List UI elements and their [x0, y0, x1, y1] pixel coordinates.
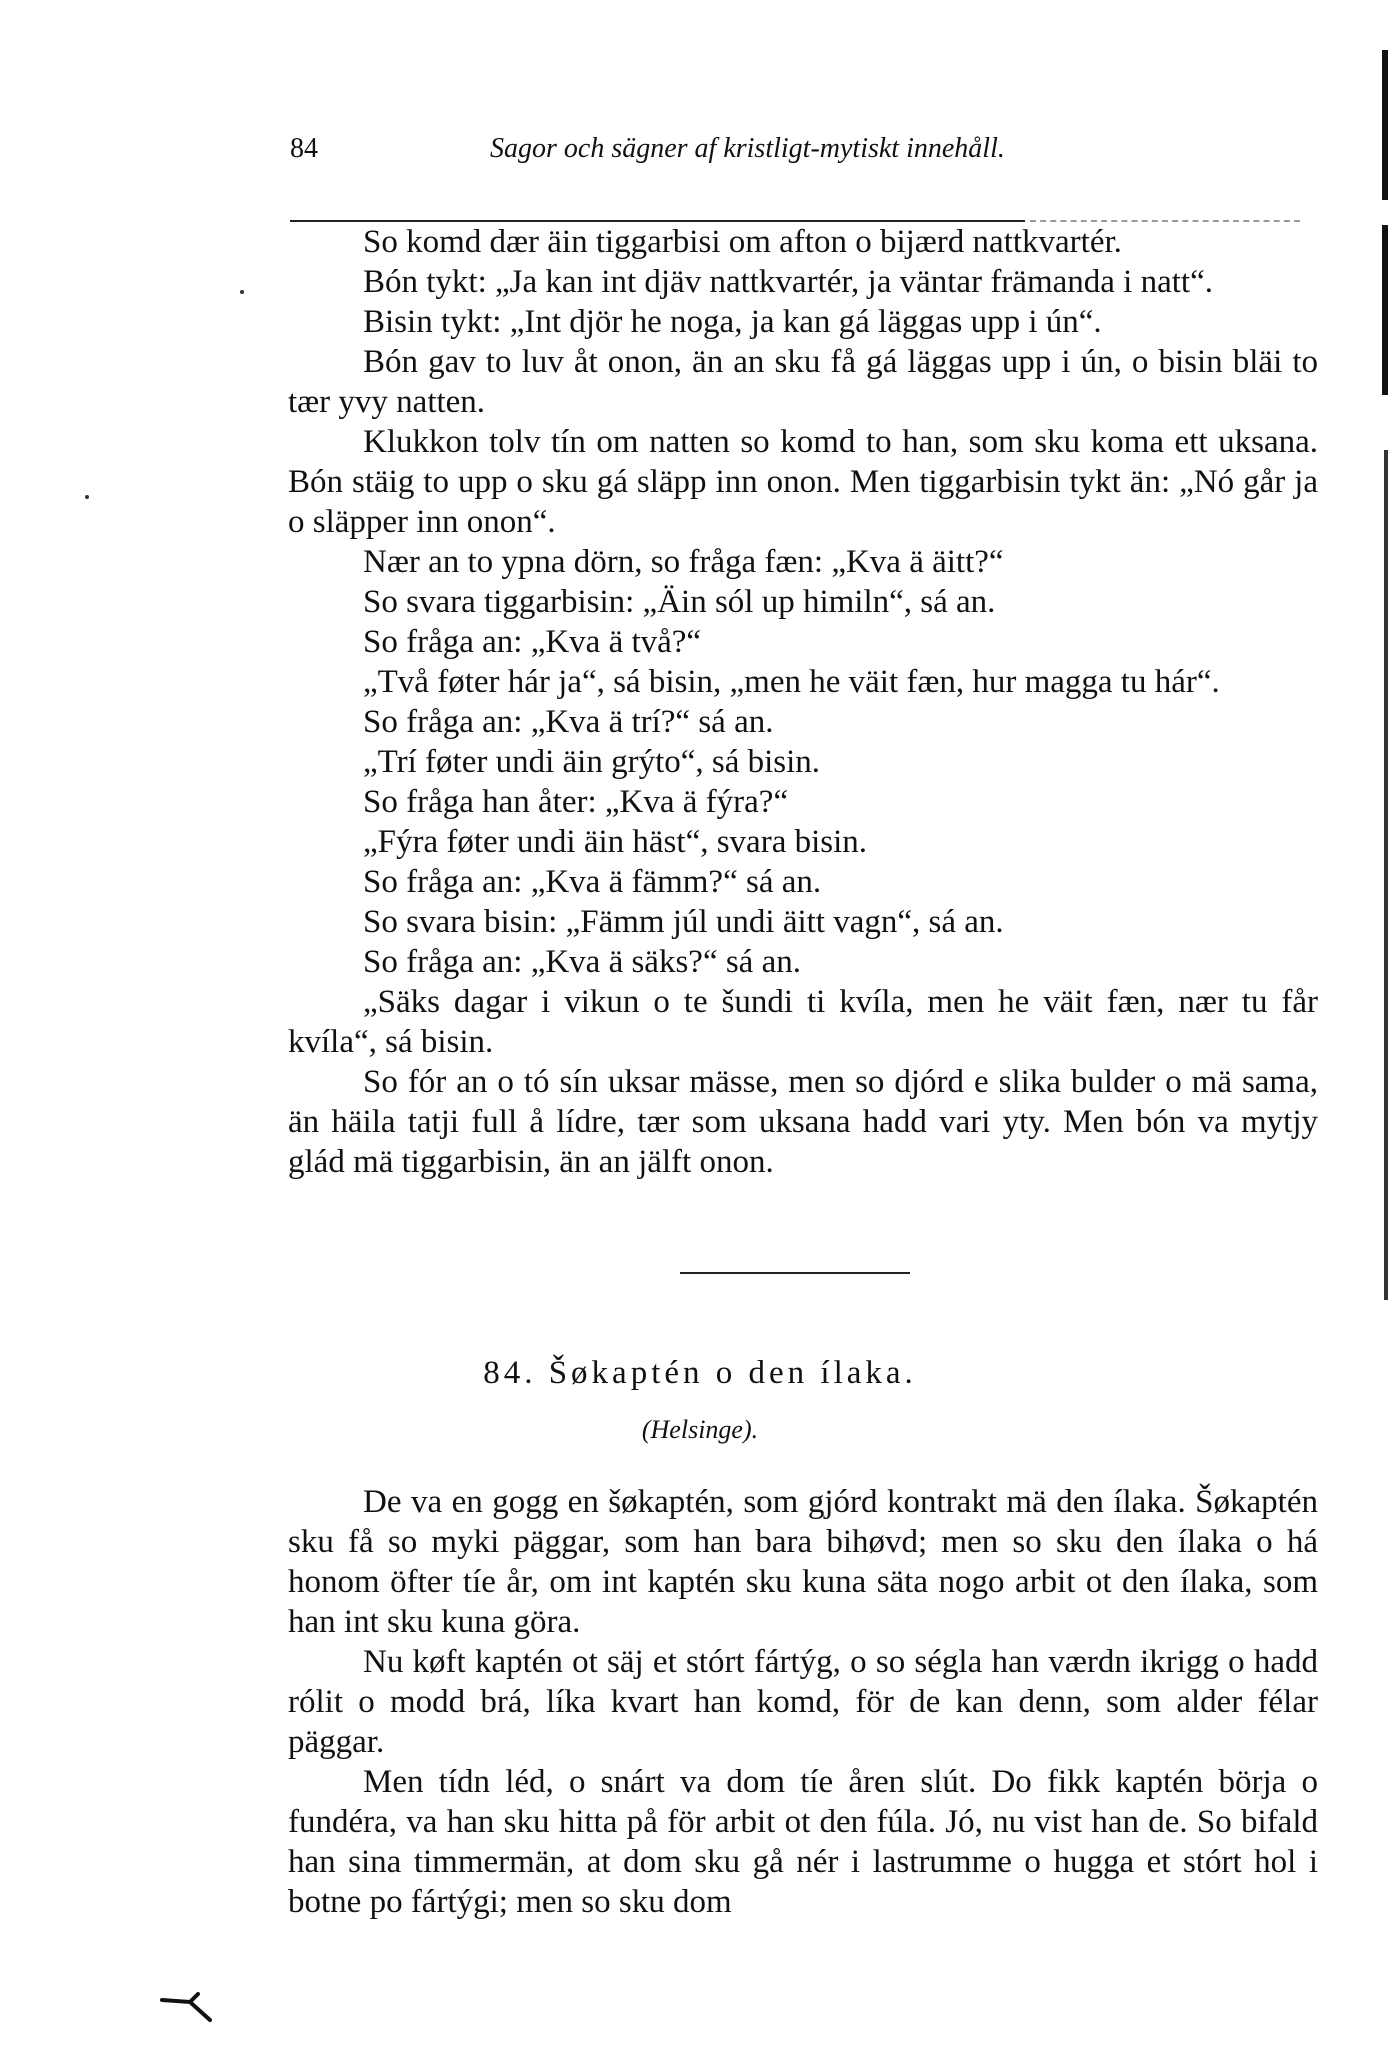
- paragraph: So fråga an: „Kva ä säks?“ sá an.: [363, 944, 801, 980]
- story-83-continuation: [288, 222, 1318, 1182]
- paragraph: „Två føter hár ja“, sá bisin, „men he väit fæn, hur magga tu hár“.: [363, 664, 1220, 700]
- page-number: 84: [290, 133, 318, 164]
- paragraph: Men tídn léd, o snárt va dom tíe åren slút. Do fikk kaptén börja o fundéra, va han sku hitta på för arbit ot den fúla. Jó, nu vist han de. So bifald han sina timmermän, at dom sku gå nér i lastrumme o hugga et stórt hol i botne po fártýgi; men so sku dom: [288, 1764, 1318, 1920]
- scan-edge-mark: [1382, 50, 1388, 200]
- paragraph: So fråga han åter: „Kva ä fýra?“: [363, 784, 789, 820]
- paragraph: Nær an to ypna dörn, so fråga fæn: „Kva ä äitt?“: [363, 544, 1004, 580]
- paragraph: Bón gav to luv åt onon, än an sku få gá läggas upp i ún, o bisin bläi to tær yvy natten.: [288, 344, 1318, 420]
- paragraph: „Fýra føter undi äin häst“, svara bisin.: [363, 824, 868, 860]
- paragraph: So svara tiggarbisin: „Äin sól up himiln“, sá an.: [363, 584, 996, 620]
- story-84-text: [288, 1482, 1318, 1922]
- pen-mark-icon: [160, 1990, 220, 2030]
- paragraph: Bisin tykt: „Int djör he noga, ja kan gá läggas upp i ún“.: [363, 304, 1102, 340]
- paragraph: So fråga an: „Kva ä två?“: [363, 624, 702, 660]
- scan-edge-mark: [1384, 450, 1388, 1300]
- story-title: 84. Šøkaptén o den ílaka.: [483, 1355, 917, 1391]
- page-header: [290, 133, 1315, 173]
- scan-speck: [85, 495, 89, 499]
- paragraph: So fór an o tó sín uksar mässe, men so djórd e slika bulder o mä sama, än häila tatji full å lídre, tær som uksana hadd vari yty. Men bón va mytjy glád mä tiggarbisin, än an jälft onon.: [288, 1064, 1318, 1180]
- running-title: Sagor och sägner af kristligt-mytiskt innehåll.: [490, 133, 1005, 164]
- scan-edge-mark: [1382, 225, 1388, 395]
- paragraph: Nu køft kaptén ot säj et stórt fártýg, o so ségla han værdn ikrigg o hadd rólit o modd brá, líka kvart han komd, för de kan denn, som alder félar päggar.: [288, 1644, 1318, 1760]
- section-divider: [680, 1272, 910, 1274]
- paragraph: Bón tykt: „Ja kan int djäv nattkvartér, ja väntar främanda i natt“.: [363, 264, 1213, 300]
- paragraph: „Trí føter undi äin grýto“, sá bisin.: [363, 744, 821, 780]
- paragraph: So svara bisin: „Fämm júl undi äitt vagn“, sá an.: [363, 904, 1004, 940]
- paragraph: „Säks dagar i vikun o te šundi ti kvíla, men he väit fæn, nær tu får kvíla“, sá bisin.: [288, 984, 1318, 1060]
- scan-speck: [240, 290, 244, 294]
- paragraph: So fråga an: „Kva ä trí?“ sá an.: [363, 704, 774, 740]
- story-place: (Helsinge).: [641, 1415, 759, 1444]
- paragraph: De va en gogg en šøkaptén, som gjórd kontrakt mä den ílaka. Šøkaptén sku få so myki päggar, som han bara bihøvd; men so sku den ílaka o há honom öfter tíe år, om int kaptén sku kuna säta nogo arbit ot den ílaka, som han int sku kuna göra.: [288, 1484, 1318, 1640]
- paragraph: Klukkon tolv tín om natten so komd to han, som sku koma ett uksana. Bón stäig to upp o sku gá släpp inn onon. Men tiggarbisin tykt än: „Nó går ja o släpper inn onon“.: [288, 424, 1318, 540]
- paragraph: So fråga an: „Kva ä fämm?“ sá an.: [363, 864, 822, 900]
- paragraph: So komd dær äin tiggarbisi om afton o bijærd nattkvartér.: [363, 224, 1122, 260]
